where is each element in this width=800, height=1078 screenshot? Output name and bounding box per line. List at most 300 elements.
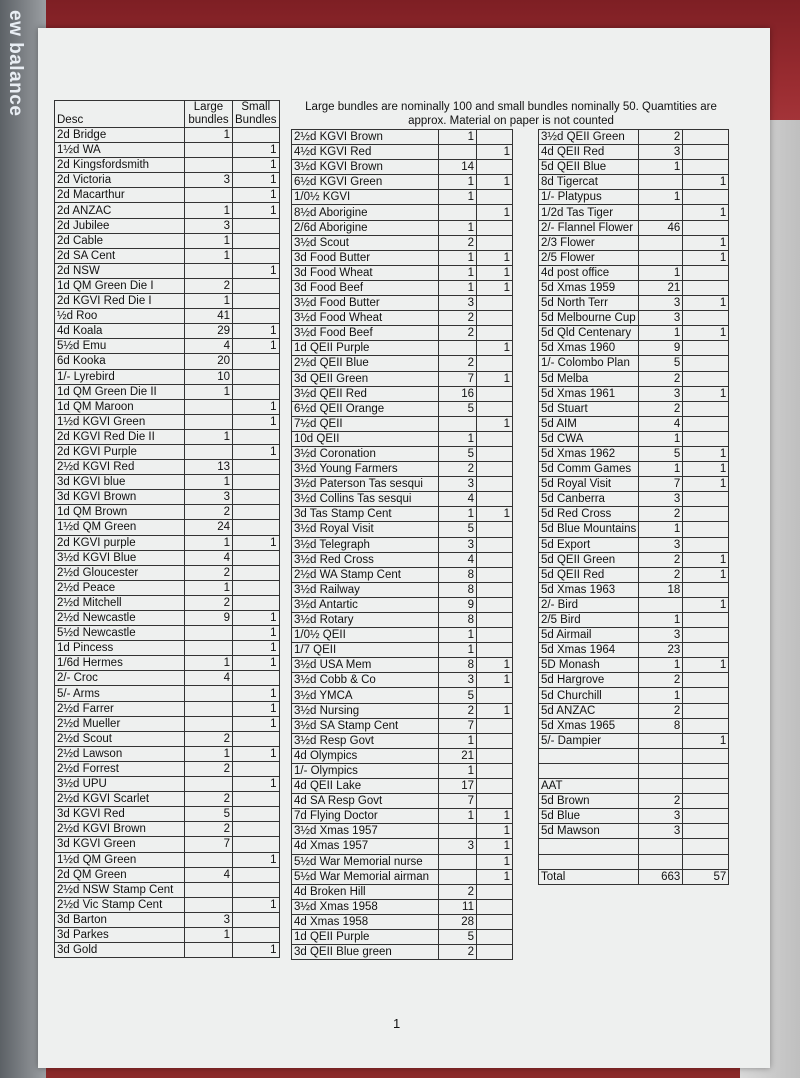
large-bundles bbox=[185, 897, 233, 912]
small-bundles bbox=[233, 128, 280, 143]
table-row bbox=[292, 220, 513, 235]
large-bundles: 3 bbox=[185, 218, 233, 233]
stamp-desc: 2d SA Cent bbox=[55, 248, 185, 263]
stamp-desc: 5d Xmas 1960 bbox=[539, 341, 639, 356]
large-bundles: 2 bbox=[639, 552, 683, 567]
large-bundles: 4 bbox=[639, 416, 683, 431]
stamp-desc: 1d QEII Purple bbox=[292, 341, 439, 356]
table-row bbox=[292, 371, 513, 386]
small-bundles bbox=[477, 884, 513, 899]
large-bundles bbox=[185, 399, 233, 414]
large-bundles: 1 bbox=[439, 507, 477, 522]
small-bundles bbox=[233, 490, 280, 505]
stamp-desc: 3½d SA Stamp Cent bbox=[292, 718, 439, 733]
stamp-desc: 3½d Cobb & Co bbox=[292, 673, 439, 688]
stamp-desc: 10d QEII bbox=[292, 431, 439, 446]
table-row bbox=[539, 462, 729, 477]
small-bundles: 1 bbox=[683, 597, 729, 612]
large-bundles: 1 bbox=[439, 280, 477, 295]
table-header-row bbox=[55, 101, 280, 128]
stamp-desc: 5½d Emu bbox=[55, 339, 185, 354]
table-row bbox=[292, 914, 513, 929]
large-bundles: 1 bbox=[439, 265, 477, 280]
table-row bbox=[539, 416, 729, 431]
stamp-desc: 3½d USA Mem bbox=[292, 658, 439, 673]
large-bundles: 2 bbox=[185, 278, 233, 293]
stamp-desc: 2½d NSW Stamp Cent bbox=[55, 882, 185, 897]
table-row bbox=[539, 507, 729, 522]
small-bundles bbox=[683, 492, 729, 507]
stamp-desc: 2½d WA Stamp Cent bbox=[292, 567, 439, 582]
small-bundles bbox=[233, 429, 280, 444]
large-bundles: 9 bbox=[639, 341, 683, 356]
large-bundles bbox=[439, 341, 477, 356]
stamp-desc: 4d Olympics bbox=[292, 748, 439, 763]
table-row bbox=[55, 897, 280, 912]
large-bundles: 1 bbox=[185, 927, 233, 942]
stamp-desc: 2½d QEII Blue bbox=[292, 356, 439, 371]
table-row bbox=[292, 597, 513, 612]
large-bundles: 3 bbox=[639, 537, 683, 552]
small-bundles: 1 bbox=[477, 250, 513, 265]
table-row bbox=[55, 580, 280, 595]
stamp-desc: 3d Barton bbox=[55, 912, 185, 927]
table-row bbox=[55, 444, 280, 459]
large-bundles bbox=[185, 943, 233, 958]
small-bundles bbox=[233, 580, 280, 595]
stamp-desc: AAT bbox=[539, 779, 639, 794]
stamp-desc: 3½d Food Butter bbox=[292, 296, 439, 311]
large-bundles: 1 bbox=[439, 643, 477, 658]
stamp-desc: 1/0½ QEII bbox=[292, 628, 439, 643]
stamp-desc: 2d KGVI Red Die I bbox=[55, 294, 185, 309]
stamp-desc: 2d Victoria bbox=[55, 173, 185, 188]
large-bundles: 1 bbox=[639, 265, 683, 280]
large-bundles: 3 bbox=[439, 673, 477, 688]
stamp-desc: 4½d KGVI Red bbox=[292, 145, 439, 160]
table-row bbox=[539, 356, 729, 371]
table-row bbox=[539, 446, 729, 461]
large-bundles: 28 bbox=[439, 914, 477, 929]
large-bundles bbox=[185, 158, 233, 173]
table-row bbox=[55, 158, 280, 173]
stamp-desc: 2½d KGVI Scarlet bbox=[55, 792, 185, 807]
table-row bbox=[55, 490, 280, 505]
large-bundles: 1 bbox=[439, 130, 477, 145]
small-bundles: 1 bbox=[477, 869, 513, 884]
large-bundles bbox=[639, 779, 683, 794]
small-bundles bbox=[683, 220, 729, 235]
stamp-desc: 5d AIM bbox=[539, 416, 639, 431]
table-row bbox=[292, 869, 513, 884]
stamp-desc: 1d QM Brown bbox=[55, 505, 185, 520]
stamp-desc: 2/5 Flower bbox=[539, 250, 639, 265]
table-row bbox=[539, 371, 729, 386]
small-bundles: 1 bbox=[233, 399, 280, 414]
small-bundles: 1 bbox=[477, 371, 513, 386]
stamp-desc: 2d Kingsfordsmith bbox=[55, 158, 185, 173]
stamp-desc bbox=[539, 854, 639, 869]
small-bundles: 1 bbox=[477, 809, 513, 824]
small-bundles bbox=[683, 688, 729, 703]
table-row bbox=[539, 869, 729, 884]
large-bundles: 2 bbox=[439, 235, 477, 250]
large-bundles: 5 bbox=[439, 688, 477, 703]
stamp-desc: 4d QEII Red bbox=[539, 145, 639, 160]
small-bundles: 1 bbox=[233, 324, 280, 339]
large-bundles: 1 bbox=[439, 190, 477, 205]
small-bundles: 1 bbox=[683, 462, 729, 477]
stamp-desc: 2d Cable bbox=[55, 233, 185, 248]
small-bundles: 1 bbox=[233, 535, 280, 550]
small-bundles bbox=[477, 522, 513, 537]
table-row bbox=[55, 912, 280, 927]
table-row bbox=[539, 160, 729, 175]
large-bundles: 10 bbox=[185, 369, 233, 384]
table-row bbox=[539, 613, 729, 628]
stamp-desc: 2½d Peace bbox=[55, 580, 185, 595]
large-bundles: 29 bbox=[185, 324, 233, 339]
small-bundles bbox=[683, 643, 729, 658]
large-bundles: 5 bbox=[439, 522, 477, 537]
small-bundles bbox=[233, 912, 280, 927]
large-bundles: 3 bbox=[639, 296, 683, 311]
small-bundles bbox=[477, 613, 513, 628]
stamp-desc: 6½d KGVI Green bbox=[292, 175, 439, 190]
stamp-desc: 1d Pincess bbox=[55, 641, 185, 656]
table-row bbox=[292, 477, 513, 492]
large-bundles bbox=[185, 263, 233, 278]
table-row bbox=[55, 248, 280, 263]
stamp-desc: 1½d QM Green bbox=[55, 520, 185, 535]
large-bundles: 5 bbox=[639, 446, 683, 461]
small-bundles bbox=[683, 718, 729, 733]
table-row bbox=[539, 522, 729, 537]
stamp-desc: 3d KGVI blue bbox=[55, 475, 185, 490]
large-bundles: 2 bbox=[439, 945, 477, 960]
table-row bbox=[55, 852, 280, 867]
table-row bbox=[55, 671, 280, 686]
stamp-desc: 5d Qld Centenary bbox=[539, 326, 639, 341]
stamp-desc: 5d Royal Visit bbox=[539, 477, 639, 492]
table-row bbox=[292, 492, 513, 507]
large-bundles: 1 bbox=[639, 688, 683, 703]
table-row bbox=[55, 414, 280, 429]
stamp-desc: 2½d Scout bbox=[55, 731, 185, 746]
small-bundles bbox=[233, 761, 280, 776]
large-bundles bbox=[185, 882, 233, 897]
stamp-desc: 2½d KGVI Red bbox=[55, 460, 185, 475]
large-bundles: 8 bbox=[439, 613, 477, 628]
large-bundles bbox=[639, 839, 683, 854]
stamp-desc: 4d Broken Hill bbox=[292, 884, 439, 899]
table-row bbox=[292, 809, 513, 824]
large-bundles: 1 bbox=[185, 475, 233, 490]
large-bundles: 1 bbox=[185, 203, 233, 218]
table-row bbox=[292, 311, 513, 326]
stamp-desc: 3d Food Beef bbox=[292, 280, 439, 295]
small-bundles bbox=[233, 671, 280, 686]
large-bundles bbox=[185, 686, 233, 701]
stamp-desc: 5d Canberra bbox=[539, 492, 639, 507]
table-row bbox=[292, 160, 513, 175]
small-bundles: 1 bbox=[477, 824, 513, 839]
table-row bbox=[292, 326, 513, 341]
stamp-desc: 3½d Resp Govt bbox=[292, 733, 439, 748]
large-bundles: 2 bbox=[439, 884, 477, 899]
large-bundles: 17 bbox=[439, 779, 477, 794]
stamp-desc: 6½d QEII Orange bbox=[292, 401, 439, 416]
table-row bbox=[55, 233, 280, 248]
stamp-desc: 2½d KGVI Brown bbox=[55, 822, 185, 837]
small-bundles: 1 bbox=[233, 701, 280, 716]
small-bundles: 1 bbox=[233, 852, 280, 867]
table-row bbox=[539, 567, 729, 582]
table-row bbox=[55, 822, 280, 837]
table-row bbox=[292, 628, 513, 643]
table-row bbox=[292, 341, 513, 356]
large-bundles: 2 bbox=[639, 673, 683, 688]
small-bundles bbox=[233, 294, 280, 309]
large-bundles: 7 bbox=[439, 371, 477, 386]
table-row bbox=[539, 779, 729, 794]
stamp-desc: 4d QEII Lake bbox=[292, 779, 439, 794]
large-bundles: 3 bbox=[639, 386, 683, 401]
table-row bbox=[55, 399, 280, 414]
stamp-desc: 1d QEII Purple bbox=[292, 929, 439, 944]
stamp-desc: 3d Food Wheat bbox=[292, 265, 439, 280]
note-text: Large bundles are nominally 100 and small bundles nominally 50. Quamtities are approx. Material on paper is not counted bbox=[305, 101, 717, 127]
stamp-desc: 2/3 Flower bbox=[539, 235, 639, 250]
large-bundles: 2 bbox=[439, 326, 477, 341]
large-bundles: 2 bbox=[639, 567, 683, 582]
stamp-desc: 3½d Red Cross bbox=[292, 552, 439, 567]
table-row bbox=[539, 552, 729, 567]
stamp-desc: 5d Xmas 1964 bbox=[539, 643, 639, 658]
table-row bbox=[55, 882, 280, 897]
table-row bbox=[55, 792, 280, 807]
table-row bbox=[539, 341, 729, 356]
small-bundles bbox=[477, 160, 513, 175]
large-bundles: 2 bbox=[185, 761, 233, 776]
stamp-desc: 2½d Forrest bbox=[55, 761, 185, 776]
small-bundles bbox=[477, 326, 513, 341]
small-bundles: 1 bbox=[683, 296, 729, 311]
table-row bbox=[292, 794, 513, 809]
brand-logo-text: ew balance bbox=[5, 10, 26, 117]
stamp-table-column-3 bbox=[538, 129, 729, 885]
table-row bbox=[292, 945, 513, 960]
stamp-desc: 2½d Farrer bbox=[55, 701, 185, 716]
small-bundles bbox=[683, 703, 729, 718]
large-bundles: 4 bbox=[185, 550, 233, 565]
table-row bbox=[292, 899, 513, 914]
large-bundles bbox=[185, 701, 233, 716]
stamp-desc: 7½d QEII bbox=[292, 416, 439, 431]
large-bundles: 14 bbox=[439, 160, 477, 175]
stamp-desc: 3½d QEII Green bbox=[539, 130, 639, 145]
stamp-desc: 2½d Mueller bbox=[55, 716, 185, 731]
small-bundles: 1 bbox=[233, 626, 280, 641]
large-bundles: 9 bbox=[185, 611, 233, 626]
small-bundles: 1 bbox=[683, 446, 729, 461]
stamp-desc: 2/6d Aborigine bbox=[292, 220, 439, 235]
large-bundles: 2 bbox=[185, 731, 233, 746]
stamp-desc: 2½d Gloucester bbox=[55, 565, 185, 580]
stamp-desc: 8½d Aborigine bbox=[292, 205, 439, 220]
table-row bbox=[539, 582, 729, 597]
table-row bbox=[55, 309, 280, 324]
large-bundles: 2 bbox=[639, 507, 683, 522]
large-bundles: 1 bbox=[439, 809, 477, 824]
small-bundles bbox=[477, 446, 513, 461]
small-bundles: 1 bbox=[477, 265, 513, 280]
small-bundles bbox=[683, 130, 729, 145]
table-row bbox=[55, 369, 280, 384]
large-bundles: 8 bbox=[439, 567, 477, 582]
small-bundles bbox=[683, 794, 729, 809]
stamp-desc: 5½d Newcastle bbox=[55, 626, 185, 641]
large-bundles: 1 bbox=[639, 160, 683, 175]
large-bundles: 4 bbox=[185, 671, 233, 686]
table-row bbox=[55, 716, 280, 731]
table-row bbox=[55, 339, 280, 354]
table-row bbox=[539, 130, 729, 145]
large-bundles bbox=[639, 175, 683, 190]
table-row bbox=[539, 688, 729, 703]
table-row bbox=[292, 643, 513, 658]
table-row bbox=[292, 552, 513, 567]
small-bundles: 1 bbox=[233, 339, 280, 354]
small-bundles bbox=[683, 854, 729, 869]
large-bundles: 2 bbox=[439, 311, 477, 326]
small-bundles bbox=[477, 628, 513, 643]
stamp-desc: 3½d Nursing bbox=[292, 703, 439, 718]
stamp-desc: 2/- Bird bbox=[539, 597, 639, 612]
table-row bbox=[55, 475, 280, 490]
table-row bbox=[292, 763, 513, 778]
large-bundles: 13 bbox=[185, 460, 233, 475]
table-row bbox=[292, 673, 513, 688]
table-row bbox=[539, 175, 729, 190]
stamp-desc: 1/- Platypus bbox=[539, 190, 639, 205]
table-row bbox=[292, 537, 513, 552]
table-row bbox=[539, 492, 729, 507]
small-bundles: 1 bbox=[233, 611, 280, 626]
stamp-desc: 3½d Telegraph bbox=[292, 537, 439, 552]
stamp-desc: 2d ANZAC bbox=[55, 203, 185, 218]
large-bundles: 1 bbox=[439, 628, 477, 643]
small-bundles bbox=[477, 567, 513, 582]
table-row bbox=[55, 143, 280, 158]
stamp-desc: 2½d KGVI Brown bbox=[292, 130, 439, 145]
stamp-desc: 8d Tigercat bbox=[539, 175, 639, 190]
large-bundles: 20 bbox=[185, 354, 233, 369]
stamp-desc: 5/- Arms bbox=[55, 686, 185, 701]
stamp-desc: 5d Brown bbox=[539, 794, 639, 809]
stamp-desc: 3½d Coronation bbox=[292, 446, 439, 461]
large-bundles: 1 bbox=[639, 658, 683, 673]
small-bundles bbox=[233, 233, 280, 248]
large-bundles: 1 bbox=[185, 294, 233, 309]
table-row bbox=[55, 656, 280, 671]
large-bundles bbox=[439, 416, 477, 431]
stamp-desc: 5d Blue Mountains bbox=[539, 522, 639, 537]
stamp-desc: 3½d Railway bbox=[292, 582, 439, 597]
table-row bbox=[55, 641, 280, 656]
stamp-desc: 7d Flying Doctor bbox=[292, 809, 439, 824]
table-row bbox=[292, 733, 513, 748]
table-row bbox=[292, 929, 513, 944]
table-row bbox=[55, 294, 280, 309]
stamp-desc: 3d QEII Green bbox=[292, 371, 439, 386]
table-row bbox=[539, 537, 729, 552]
stamp-desc: 3d Tas Stamp Cent bbox=[292, 507, 439, 522]
small-bundles bbox=[683, 356, 729, 371]
large-bundles: 3 bbox=[639, 145, 683, 160]
large-bundles: 2 bbox=[639, 130, 683, 145]
small-bundles: 1 bbox=[477, 673, 513, 688]
small-bundles bbox=[477, 311, 513, 326]
stamp-desc: 5d Comm Games bbox=[539, 462, 639, 477]
large-bundles: 7 bbox=[439, 794, 477, 809]
table-row bbox=[539, 854, 729, 869]
large-bundles bbox=[439, 145, 477, 160]
large-bundles: 7 bbox=[185, 837, 233, 852]
table-row bbox=[55, 218, 280, 233]
large-bundles: 2 bbox=[439, 462, 477, 477]
large-bundles: 41 bbox=[185, 309, 233, 324]
large-bundles: 24 bbox=[185, 520, 233, 535]
small-bundles bbox=[477, 431, 513, 446]
stamp-desc: 1/- Colombo Plan bbox=[539, 356, 639, 371]
small-bundles bbox=[683, 311, 729, 326]
stamp-desc: 1/0½ KGVI bbox=[292, 190, 439, 205]
small-bundles bbox=[477, 537, 513, 552]
table-row bbox=[539, 718, 729, 733]
small-bundles: 1 bbox=[477, 416, 513, 431]
small-bundles bbox=[233, 475, 280, 490]
large-bundles: 1 bbox=[439, 220, 477, 235]
stamp-desc: 5d Hargrove bbox=[539, 673, 639, 688]
large-bundles: 1 bbox=[639, 462, 683, 477]
small-bundles bbox=[683, 507, 729, 522]
stamp-desc: 5d Xmas 1961 bbox=[539, 386, 639, 401]
large-bundles: 1 bbox=[639, 326, 683, 341]
table-row bbox=[539, 809, 729, 824]
stamp-desc: 3½d Paterson Tas sesqui bbox=[292, 477, 439, 492]
large-bundles: 3 bbox=[639, 824, 683, 839]
table-row bbox=[292, 779, 513, 794]
table-row bbox=[55, 460, 280, 475]
small-bundles bbox=[233, 218, 280, 233]
table-row bbox=[55, 203, 280, 218]
table-row bbox=[292, 824, 513, 839]
large-bundles bbox=[185, 626, 233, 641]
large-bundles: 3 bbox=[639, 809, 683, 824]
small-bundles: 1 bbox=[233, 897, 280, 912]
stamp-desc: 3d KGVI Red bbox=[55, 807, 185, 822]
stamp-table-column-1 bbox=[54, 100, 280, 958]
stamp-desc: 2d Macarthur bbox=[55, 188, 185, 203]
table-row bbox=[55, 927, 280, 942]
stamp-desc: 4d Xmas 1958 bbox=[292, 914, 439, 929]
stamp-desc: 3d KGVI Green bbox=[55, 837, 185, 852]
large-bundles: 2 bbox=[439, 703, 477, 718]
small-bundles: 1 bbox=[477, 854, 513, 869]
small-bundles: 1 bbox=[683, 235, 729, 250]
table-row bbox=[539, 658, 729, 673]
